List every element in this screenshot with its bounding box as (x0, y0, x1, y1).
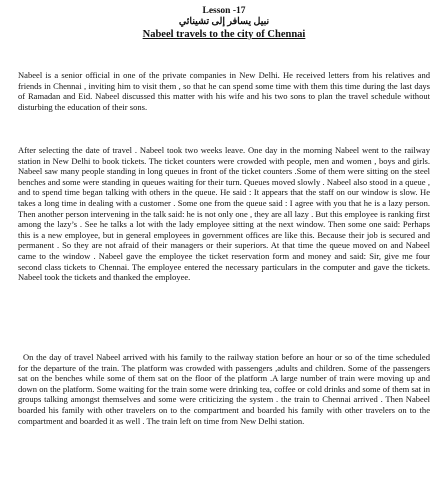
lesson-title: Nabeel travels to the city of Chennai (142, 29, 306, 40)
paragraph-ticket-booking: After selecting the date of travel . Nabeel took two weeks leave. One day in the morning Nabeel went to the railway station in New Delhi to book tickets. The ticket counters were crowded with people, men and women , boys and girls. Nabeel saw many people standing in long queues in front of the ticket counters .Some of them were sitting on the steel benches and some were standing in queues waiting for their turn. Queues moved slowly . Nabeel also stood in a queue , and to spend time began talking with others in the queue. He said : It appears that the staff on our window is slow. He takes a long time in dealing with a customer . Some one from the queue said : I agree with you that he is a lazy person. Then another person intervening in the talk said: he is not only one , they are all lazy . But this employee is ranking first among the lazy’s . See he talks a lot with the lady employee sitting at the next window. Then some one said: Perhaps this is a new employee, but in general employees in government offices are like this. Because their job is secured and permanent . So they are not afraid of their managers or their superiors. At that time the queue moved on and Nabeel came to the window . Nabeel gave the employee the ticket reservation form and money and said: Sir, give me four second class tickets to Chennai. The employee entered the necessary particulars in the computer and gave the tickets. Nabeel took the tickets and thanked the employee. (18, 145, 430, 283)
lesson-number: Lesson -17 (202, 6, 246, 16)
arabic-subtitle: نبيل يسافر إلى تشينائي (178, 17, 270, 27)
paragraph-intro: Nabeel is a senior official in one of the private companies in New Delhi. He received letters from his relatives and friends in Chennai , inviting him to visit them , so that he can spend some time with them this time during the last days of Ramadan and Eid. Nabeel discussed this matter with his wife and his two sons to plan the travel schedule without disturbing the education of their sons. (18, 70, 430, 112)
lesson-header (18, 0, 430, 41)
paragraph-travel-day: On the day of travel Nabeel arrived with his family to the railway station before an hour or so of the time scheduled for the departure of the train. The platform was crowded with passengers ,adults and children. Some of the passengers sat on the benches while some of them sat on the floor of the platform .A large number of train were moving up and down on the platform. Some waiting for the train some were drinking tea, coffee or cold drinks and some of them sat in groups talking amongst themselves and some were criticizing the system . the train to Chennai arrived . Then Nabeel boarded his family with other travelers on to the compartment and boarded his family with other travelers on to the compartment and boarded it as well . The train left on time from New Delhi station. (18, 352, 430, 426)
